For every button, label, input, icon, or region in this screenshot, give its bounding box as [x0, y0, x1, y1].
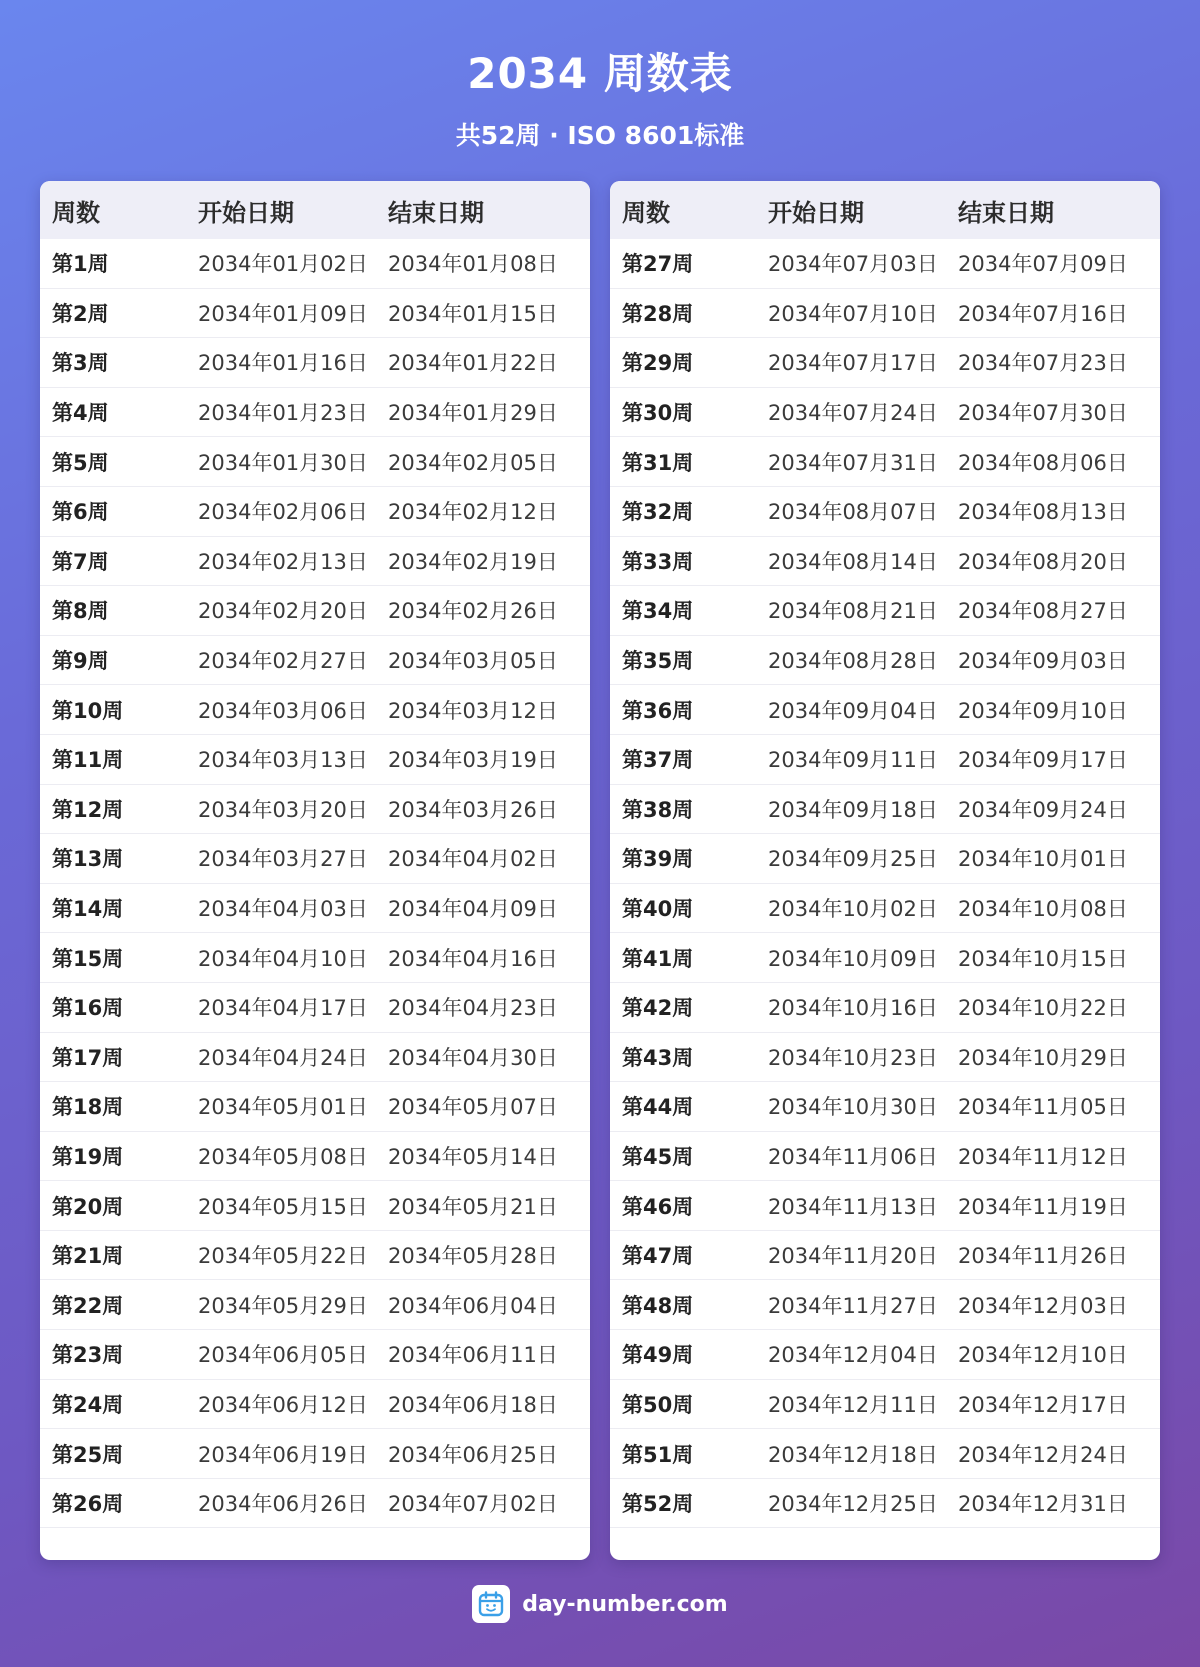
start-date-cell: 2034年02月13日	[198, 536, 388, 586]
start-date-cell: 2034年06月26日	[198, 1478, 388, 1528]
week-number-cell: 第5周	[40, 437, 198, 487]
end-date-cell: 2034年03月26日	[388, 784, 590, 834]
column-header-week: 周数	[610, 181, 768, 239]
end-date-cell: 2034年07月16日	[958, 288, 1160, 338]
week-number-cell: 第30周	[610, 387, 768, 437]
week-number-cell: 第42周	[610, 982, 768, 1032]
start-date-cell: 2034年10月09日	[768, 933, 958, 983]
week-number-cell: 第48周	[610, 1280, 768, 1330]
week-number-cell: 第7周	[40, 536, 198, 586]
end-date-cell: 2034年08月06日	[958, 437, 1160, 487]
week-number-cell: 第11周	[40, 734, 198, 784]
page-title: 2034 周数表	[467, 49, 733, 98]
table-row	[40, 982, 590, 1032]
start-date-cell: 2034年03月27日	[198, 834, 388, 884]
end-date-cell: 2034年11月12日	[958, 1131, 1160, 1181]
table-row	[40, 1181, 590, 1231]
table-row	[40, 1379, 590, 1429]
end-date-cell: 2034年02月12日	[388, 486, 590, 536]
table-row	[610, 883, 1160, 933]
end-date-cell: 2034年12月17日	[958, 1379, 1160, 1429]
week-number-cell: 第20周	[40, 1181, 198, 1231]
week-number-cell: 第13周	[40, 834, 198, 884]
start-date-cell: 2034年10月02日	[768, 883, 958, 933]
week-number-cell: 第15周	[40, 933, 198, 983]
end-date-cell: 2034年11月19日	[958, 1181, 1160, 1231]
table-row	[610, 1032, 1160, 1082]
table-row	[610, 288, 1160, 338]
table-row	[40, 1032, 590, 1082]
end-date-cell: 2034年10月29日	[958, 1032, 1160, 1082]
table-row	[40, 685, 590, 735]
table-row	[610, 1082, 1160, 1132]
week-number-cell: 第8周	[40, 586, 198, 636]
start-date-cell: 2034年08月14日	[768, 536, 958, 586]
start-date-cell: 2034年02月27日	[198, 635, 388, 685]
table-header-row	[40, 181, 590, 239]
start-date-cell: 2034年01月30日	[198, 437, 388, 487]
start-date-cell: 2034年04月03日	[198, 883, 388, 933]
start-date-cell: 2034年04月10日	[198, 933, 388, 983]
start-date-cell: 2034年12月18日	[768, 1429, 958, 1479]
end-date-cell: 2034年07月02日	[388, 1478, 590, 1528]
week-number-cell: 第27周	[610, 239, 768, 288]
start-date-cell: 2034年10月16日	[768, 982, 958, 1032]
end-date-cell: 2034年01月15日	[388, 288, 590, 338]
table-row	[610, 1379, 1160, 1429]
table-row	[610, 982, 1160, 1032]
table-row	[610, 734, 1160, 784]
start-date-cell: 2034年12月04日	[768, 1330, 958, 1380]
start-date-cell: 2034年10月30日	[768, 1082, 958, 1132]
week-number-cell: 第31周	[610, 437, 768, 487]
end-date-cell: 2034年10月22日	[958, 982, 1160, 1032]
end-date-cell: 2034年11月26日	[958, 1230, 1160, 1280]
week-number-cell: 第35周	[610, 635, 768, 685]
start-date-cell: 2034年05月01日	[198, 1082, 388, 1132]
start-date-cell: 2034年01月02日	[198, 239, 388, 288]
week-table-left	[40, 181, 590, 1528]
end-date-cell: 2034年05月28日	[388, 1230, 590, 1280]
start-date-cell: 2034年05月15日	[198, 1181, 388, 1231]
footer	[0, 1582, 1200, 1626]
table-header-row	[610, 181, 1160, 239]
start-date-cell: 2034年09月25日	[768, 834, 958, 884]
end-date-cell: 2034年02月19日	[388, 536, 590, 586]
week-number-cell: 第23周	[40, 1330, 198, 1380]
table-row	[40, 834, 590, 884]
start-date-cell: 2034年09月11日	[768, 734, 958, 784]
week-number-cell: 第26周	[40, 1478, 198, 1528]
week-number-cell: 第40周	[610, 883, 768, 933]
end-date-cell: 2034年05月21日	[388, 1181, 590, 1231]
end-date-cell: 2034年10月15日	[958, 933, 1160, 983]
table-row	[40, 1330, 590, 1380]
table-row	[40, 933, 590, 983]
start-date-cell: 2034年07月03日	[768, 239, 958, 288]
week-number-cell: 第36周	[610, 685, 768, 735]
week-number-cell: 第50周	[610, 1379, 768, 1429]
table-row	[610, 834, 1160, 884]
end-date-cell: 2034年02月26日	[388, 586, 590, 636]
week-number-cell: 第38周	[610, 784, 768, 834]
week-number-cell: 第33周	[610, 536, 768, 586]
end-date-cell: 2034年04月23日	[388, 982, 590, 1032]
week-number-cell: 第52周	[610, 1478, 768, 1528]
start-date-cell: 2034年11月06日	[768, 1131, 958, 1181]
end-date-cell: 2034年12月03日	[958, 1280, 1160, 1330]
end-date-cell: 2034年06月18日	[388, 1379, 590, 1429]
week-number-cell: 第9周	[40, 635, 198, 685]
week-number-cell: 第17周	[40, 1032, 198, 1082]
table-row	[40, 536, 590, 586]
end-date-cell: 2034年11月05日	[958, 1082, 1160, 1132]
table-row	[610, 685, 1160, 735]
table-row	[610, 1181, 1160, 1231]
table-row	[610, 1280, 1160, 1330]
table-row	[610, 239, 1160, 288]
start-date-cell: 2034年08月07日	[768, 486, 958, 536]
table-row	[40, 1082, 590, 1132]
start-date-cell: 2034年09月18日	[768, 784, 958, 834]
page-subtitle: 共52周 · ISO 8601标准	[455, 121, 745, 150]
start-date-cell: 2034年05月22日	[198, 1230, 388, 1280]
week-table-right	[610, 181, 1160, 1528]
start-date-cell: 2034年05月08日	[198, 1131, 388, 1181]
column-header-start: 开始日期	[768, 181, 958, 239]
table-row	[610, 1330, 1160, 1380]
start-date-cell: 2034年06月12日	[198, 1379, 388, 1429]
table-row	[610, 437, 1160, 487]
week-table-body-left	[40, 239, 590, 1528]
site-name: day-number.com	[522, 1591, 728, 1617]
start-date-cell: 2034年11月13日	[768, 1181, 958, 1231]
table-row	[40, 734, 590, 784]
table-row	[40, 1429, 590, 1479]
week-number-cell: 第28周	[610, 288, 768, 338]
week-number-cell: 第34周	[610, 586, 768, 636]
end-date-cell: 2034年04月30日	[388, 1032, 590, 1082]
start-date-cell: 2034年02月20日	[198, 586, 388, 636]
start-date-cell: 2034年06月05日	[198, 1330, 388, 1380]
week-number-cell: 第32周	[610, 486, 768, 536]
table-row	[40, 288, 590, 338]
table-row	[40, 1230, 590, 1280]
table-row	[40, 239, 590, 288]
week-number-cell: 第19周	[40, 1131, 198, 1181]
week-number-cell: 第10周	[40, 685, 198, 735]
start-date-cell: 2034年07月10日	[768, 288, 958, 338]
calendar-face-icon	[472, 1585, 510, 1623]
end-date-cell: 2034年06月11日	[388, 1330, 590, 1380]
table-row	[40, 486, 590, 536]
table-row	[610, 486, 1160, 536]
end-date-cell: 2034年08月20日	[958, 536, 1160, 586]
week-table-card-right	[610, 181, 1160, 1560]
table-row	[610, 536, 1160, 586]
table-row	[40, 883, 590, 933]
start-date-cell: 2034年12月11日	[768, 1379, 958, 1429]
end-date-cell: 2034年05月14日	[388, 1131, 590, 1181]
start-date-cell: 2034年05月29日	[198, 1280, 388, 1330]
week-number-cell: 第37周	[610, 734, 768, 784]
table-row	[610, 338, 1160, 388]
end-date-cell: 2034年04月09日	[388, 883, 590, 933]
end-date-cell: 2034年12月31日	[958, 1478, 1160, 1528]
end-date-cell: 2034年01月22日	[388, 338, 590, 388]
end-date-cell: 2034年07月09日	[958, 239, 1160, 288]
week-number-cell: 第12周	[40, 784, 198, 834]
week-number-cell: 第24周	[40, 1379, 198, 1429]
table-row	[610, 933, 1160, 983]
column-header-end: 结束日期	[958, 181, 1160, 239]
end-date-cell: 2034年05月07日	[388, 1082, 590, 1132]
end-date-cell: 2034年07月30日	[958, 387, 1160, 437]
start-date-cell: 2034年06月19日	[198, 1429, 388, 1479]
start-date-cell: 2034年03月06日	[198, 685, 388, 735]
table-row	[40, 586, 590, 636]
week-number-cell: 第1周	[40, 239, 198, 288]
week-number-cell: 第39周	[610, 834, 768, 884]
start-date-cell: 2034年08月28日	[768, 635, 958, 685]
end-date-cell: 2034年03月19日	[388, 734, 590, 784]
start-date-cell: 2034年07月31日	[768, 437, 958, 487]
start-date-cell: 2034年02月06日	[198, 486, 388, 536]
table-row	[610, 784, 1160, 834]
table-row	[610, 586, 1160, 636]
end-date-cell: 2034年09月17日	[958, 734, 1160, 784]
end-date-cell: 2034年09月24日	[958, 784, 1160, 834]
table-row	[610, 1230, 1160, 1280]
end-date-cell: 2034年07月23日	[958, 338, 1160, 388]
table-row	[40, 1131, 590, 1181]
table-row	[610, 635, 1160, 685]
end-date-cell: 2034年06月04日	[388, 1280, 590, 1330]
start-date-cell: 2034年09月04日	[768, 685, 958, 735]
week-number-cell: 第44周	[610, 1082, 768, 1132]
end-date-cell: 2034年04月16日	[388, 933, 590, 983]
start-date-cell: 2034年03月20日	[198, 784, 388, 834]
end-date-cell: 2034年01月08日	[388, 239, 590, 288]
week-number-cell: 第46周	[610, 1181, 768, 1231]
week-number-cell: 第22周	[40, 1280, 198, 1330]
end-date-cell: 2034年12月24日	[958, 1429, 1160, 1479]
week-number-cell: 第21周	[40, 1230, 198, 1280]
end-date-cell: 2034年09月10日	[958, 685, 1160, 735]
end-date-cell: 2034年03月12日	[388, 685, 590, 735]
week-number-cell: 第6周	[40, 486, 198, 536]
week-number-cell: 第51周	[610, 1429, 768, 1479]
table-row	[40, 1478, 590, 1528]
start-date-cell: 2034年07月17日	[768, 338, 958, 388]
week-number-cell: 第49周	[610, 1330, 768, 1380]
start-date-cell: 2034年01月16日	[198, 338, 388, 388]
table-row	[40, 338, 590, 388]
column-header-start: 开始日期	[198, 181, 388, 239]
table-row	[610, 1478, 1160, 1528]
end-date-cell: 2034年12月10日	[958, 1330, 1160, 1380]
table-row	[610, 387, 1160, 437]
week-number-cell: 第18周	[40, 1082, 198, 1132]
start-date-cell: 2034年11月27日	[768, 1280, 958, 1330]
table-row	[40, 387, 590, 437]
start-date-cell: 2034年10月23日	[768, 1032, 958, 1082]
week-number-cell: 第45周	[610, 1131, 768, 1181]
start-date-cell: 2034年11月20日	[768, 1230, 958, 1280]
week-number-cell: 第41周	[610, 933, 768, 983]
column-header-end: 结束日期	[388, 181, 590, 239]
start-date-cell: 2034年07月24日	[768, 387, 958, 437]
week-number-cell: 第43周	[610, 1032, 768, 1082]
start-date-cell: 2034年03月13日	[198, 734, 388, 784]
table-row	[40, 1280, 590, 1330]
week-table-card-left	[40, 181, 590, 1560]
table-row	[610, 1131, 1160, 1181]
end-date-cell: 2034年09月03日	[958, 635, 1160, 685]
week-number-cell: 第14周	[40, 883, 198, 933]
start-date-cell: 2034年08月21日	[768, 586, 958, 636]
end-date-cell: 2034年04月02日	[388, 834, 590, 884]
week-number-cell: 第3周	[40, 338, 198, 388]
end-date-cell: 2034年08月27日	[958, 586, 1160, 636]
table-row	[610, 1429, 1160, 1479]
week-number-cell: 第16周	[40, 982, 198, 1032]
end-date-cell: 2034年03月05日	[388, 635, 590, 685]
end-date-cell: 2034年02月05日	[388, 437, 590, 487]
end-date-cell: 2034年08月13日	[958, 486, 1160, 536]
week-table-body-right	[610, 239, 1160, 1528]
column-header-week: 周数	[40, 181, 198, 239]
week-number-cell: 第4周	[40, 387, 198, 437]
start-date-cell: 2034年04月17日	[198, 982, 388, 1032]
table-row	[40, 784, 590, 834]
start-date-cell: 2034年12月25日	[768, 1478, 958, 1528]
table-row	[40, 437, 590, 487]
end-date-cell: 2034年10月01日	[958, 834, 1160, 884]
start-date-cell: 2034年01月09日	[198, 288, 388, 338]
end-date-cell: 2034年01月29日	[388, 387, 590, 437]
week-number-cell: 第47周	[610, 1230, 768, 1280]
end-date-cell: 2034年10月08日	[958, 883, 1160, 933]
end-date-cell: 2034年06月25日	[388, 1429, 590, 1479]
start-date-cell: 2034年01月23日	[198, 387, 388, 437]
start-date-cell: 2034年04月24日	[198, 1032, 388, 1082]
week-number-cell: 第29周	[610, 338, 768, 388]
week-number-cell: 第2周	[40, 288, 198, 338]
table-row	[40, 635, 590, 685]
week-number-cell: 第25周	[40, 1429, 198, 1479]
